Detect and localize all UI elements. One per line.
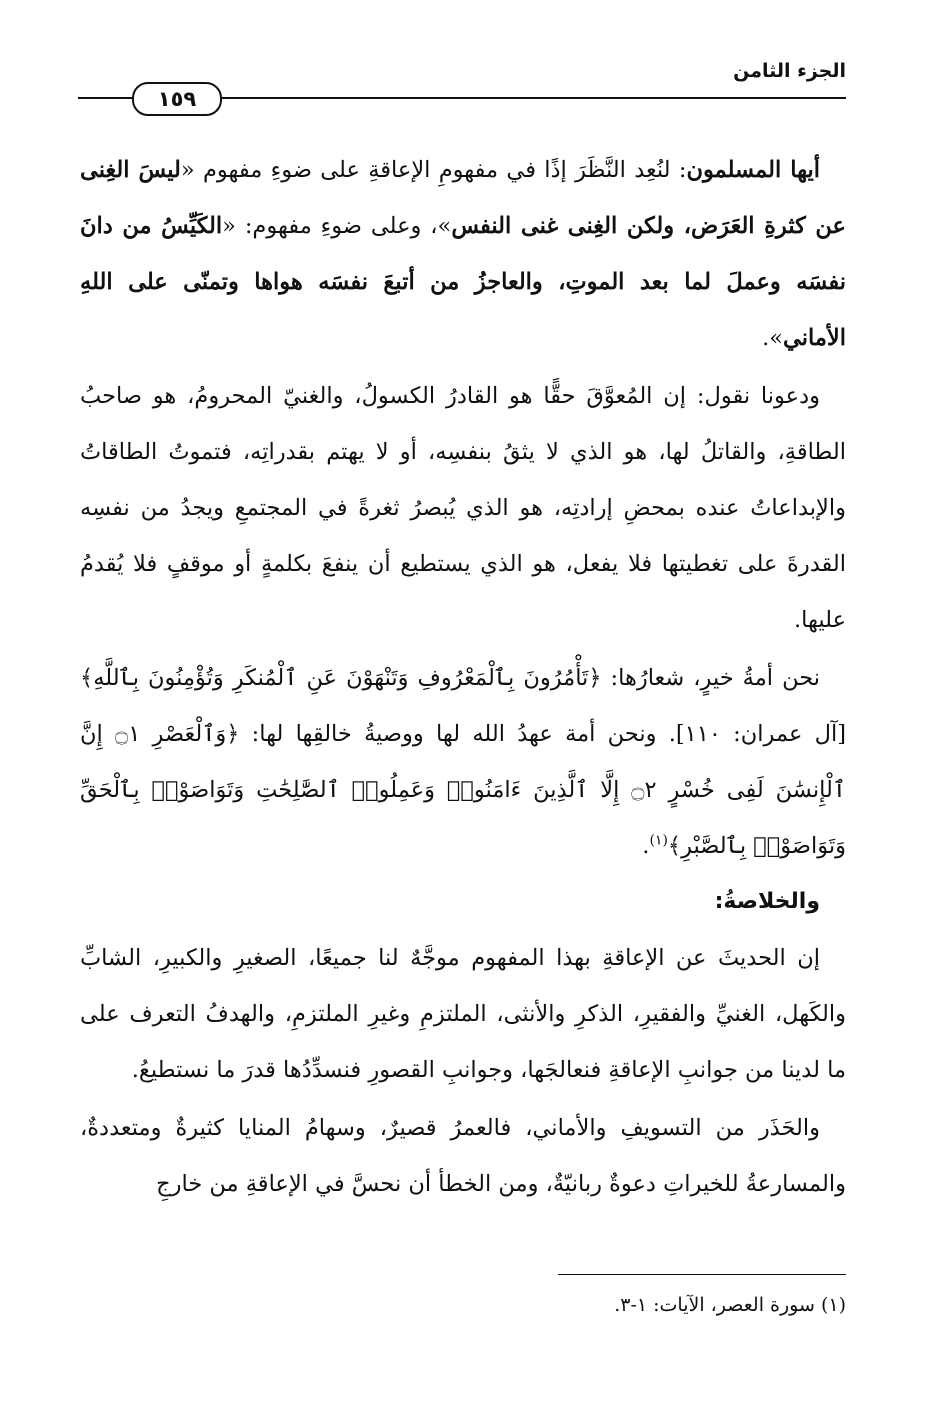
paragraph-2: ودعونا نقول: إن المُعوَّقَ حقًّا هو القادرُ الكسولُ، والغنيّ المحرومُ، هو صاحبُ الطاقةِ، والقاتلُ لها، هو الذي لا يثقُ بنفسِه، أو لا يهتم بقدراتِه، فتموتُ الطاقاتُ والإبداعاتُ عنده بمحضِ إرادتِه، هو الذي يُبصرُ ثغرةً في المجتمعِ ويجدُ من نفسِه القدرةَ على تغطيتها فلا يفعل، هو الذي يستطيع أن ينفعَ بكلمةٍ أو موقفٍ فلا يُقدمُ عليها.	[80, 383, 846, 633]
footnote	[86, 1291, 846, 1319]
footnote-reference[interactable]: (١)	[649, 832, 668, 849]
paragraph-3: نحن أمةُ خيرٍ، شعارُها: ﴿تَأْمُرُونَ بِٱلْمَعْرُوفِ وَتَنْهَوْنَ عَنِ ٱلْمُنكَرِ وَتُؤْمِنُونَ بِٱللَّهِ﴾ [آل عمران: ١١٠]. ونحن أمة عهدُ الله لها ووصيةُ خالقِها لها: ﴿وَٱلْعَصْرِ ۝١ إِنَّ ٱلْإِنسَٰنَ لَفِى خُسْرٍ ۝٢ إِلَّا ٱلَّذِينَ ءَامَنُوا۟ وَعَمِلُوا۟ ٱلصَّٰلِحَٰتِ وَتَوَاصَوْا۟ بِٱلْحَقِّ وَتَوَاصَوْا۟ بِٱلصَّبْرِ﴾$^{(١)}$.	[80, 665, 847, 859]
body-text	[80, 142, 846, 1212]
paragraph-5: والحَذَر من التسويفِ والأماني، فالعمرُ قصيرٌ، وسهامُ المنايا كثيرةٌ ومتعددةٌ، والمسارعةُ للخيراتِ دعوةٌ ربانيّةٌ، ومن الخطأ أن نحسَّ في الإعاقةِ من خارجِ	[80, 1115, 846, 1197]
paragraph-4: إن الحديثَ عن الإعاقةِ بهذا المفهوم موجَّهٌ لنا جميعًا، الصغيرِ والكبيرِ، الشابِّ والكَهل، الغنيِّ والفقيرِ، الذكرِ والأنثى، الملتزمِ وغيرِ الملتزمِ، والهدفُ التعرف على ما لدينا من جوانبِ الإعاقةِ فنعالجَها، وجوانبِ القصورِ فنسدِّدُها قدرَ ما نستطيعُ.	[80, 945, 846, 1083]
page-number: ١٥٩	[132, 82, 222, 116]
footnote-number: (١)	[820, 1294, 846, 1316]
section-heading: والخلاصةُ:	[714, 889, 820, 914]
quran-verse-1: تَأْمُرُونَ بِٱلْمَعْرُوفِ وَتَنْهَوْنَ عَنِ ٱلْمُنكَرِ وَتُؤْمِنُونَ بِٱللَّهِ	[93, 665, 589, 691]
footnote-text: سورة العصر، الآيات: ١-٣.	[614, 1294, 815, 1316]
paragraph-1: أيها المسلمون: لنُعِد النَّظَرَ إذًا في مفهومِ الإعاقةِ على ضوءِ مفهوم «ليسَ الغِنى عن كثرةِ العَرَض، ولكن الغِنى غنى النفس»، وعلى ضوءِ مفهوم: «الكَيِّسُ من دانَ نفسَه وعملَ لما بعد الموتِ، والعاجزُ من أتبعَ نفسَه هواها وتمنّى على اللهِ الأماني».	[80, 157, 846, 351]
quran-verse-2: وَٱلْعَصْرِ ۝١ إِنَّ ٱلْإِنسَٰنَ لَفِى خُسْرٍ ۝٢ إِلَّا ٱلَّذِينَ ءَامَنُوا۟ وَعَمِلُوا۟ ٱلصَّٰلِحَٰتِ وَتَوَاصَوْا۟ بِٱلْحَقِّ وَتَوَاصَوْا۟ بِٱلصَّبْرِ	[80, 721, 846, 859]
hadith-quote-1: ليسَ الغِنى عن كثرةِ العَرَض، ولكن الغِنى غنى النفس	[80, 157, 846, 239]
running-title: الجزء الثامن	[733, 60, 846, 82]
paragraph-lead: أيها المسلمون	[686, 157, 820, 183]
hadith-quote-2: الكَيِّسُ من دانَ نفسَه وعملَ لما بعد الموتِ، والعاجزُ من أتبعَ نفسَه هواها وتمنّى على اللهِ الأماني	[80, 213, 846, 351]
footnote-rule	[558, 1274, 846, 1275]
